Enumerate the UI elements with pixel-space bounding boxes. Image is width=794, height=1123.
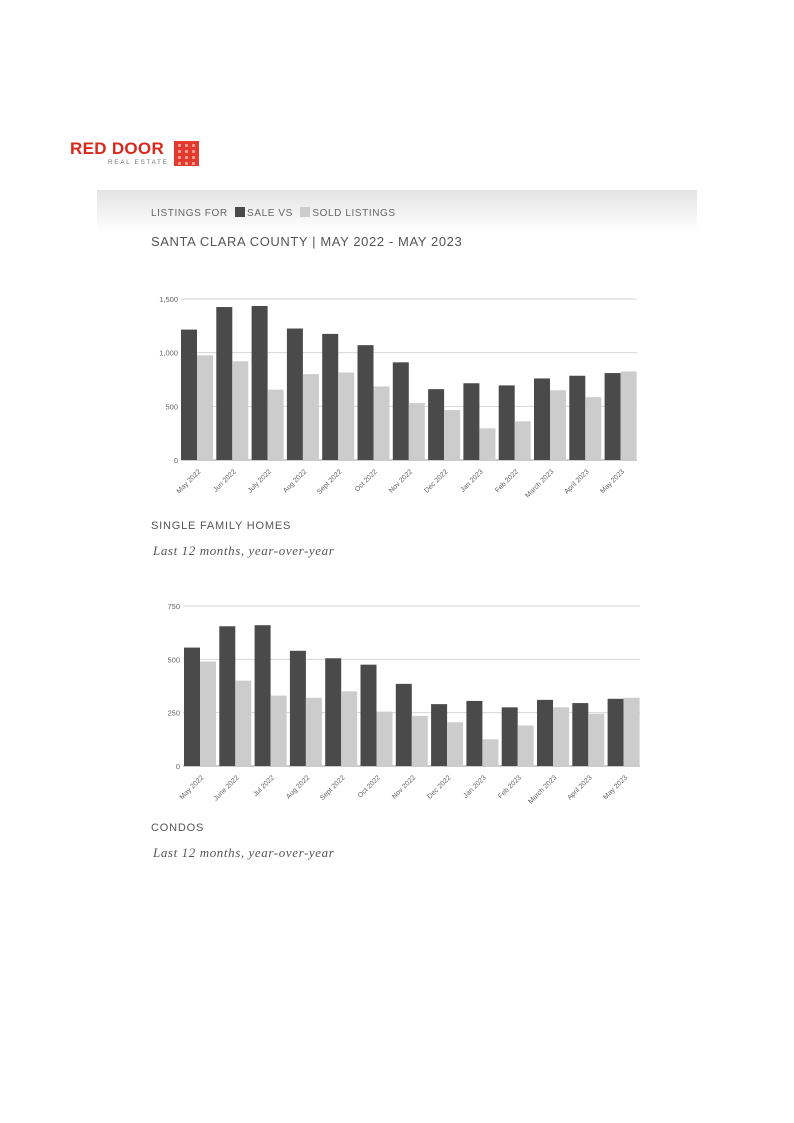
door-logo-icon [174, 141, 199, 166]
sold-bar [303, 374, 319, 460]
x-tick-label: May 2023 [602, 774, 630, 802]
sold-bar [409, 403, 425, 460]
x-tick-label: Sept 2022 [316, 468, 344, 496]
x-tick-label: Feb 2022 [494, 468, 521, 495]
sold-bar [377, 712, 393, 766]
sold-bar [553, 707, 569, 766]
x-tick-label: Jun 2022 [212, 468, 238, 494]
for-sale-bar [502, 707, 518, 766]
legend-prefix: LISTINGS FOR [151, 208, 228, 219]
sold-bar [271, 696, 287, 766]
sold-bar [624, 698, 640, 766]
sold-bar [306, 698, 322, 766]
for-sale-bar [431, 704, 447, 766]
for-sale-bar [252, 306, 268, 460]
x-tick-label: March 2023 [527, 774, 559, 806]
sold-bar [588, 714, 604, 766]
for-sale-bar [499, 385, 515, 460]
x-tick-label: Nov 2022 [391, 774, 418, 801]
for-sale-bar [290, 651, 306, 766]
x-tick-label: Jan 2023 [459, 468, 485, 494]
x-tick-label: Aug 2022 [285, 774, 312, 801]
x-tick-label: Sept 2022 [319, 774, 347, 802]
y-tick-label: 750 [167, 602, 180, 611]
y-tick-label: 250 [167, 708, 180, 718]
for-sale-bar [534, 378, 550, 460]
page-subtitle: SANTA CLARA COUNTY | MAY 2022 - MAY 2023 [151, 234, 463, 249]
y-tick-label: 1,500 [159, 295, 178, 304]
legend-for-sale: SALE VS [247, 208, 293, 219]
for-sale-bar [219, 626, 235, 766]
for-sale-bar [466, 701, 482, 766]
y-tick-label: 500 [167, 655, 180, 665]
for-sale-bar [605, 373, 621, 460]
y-tick-label: 500 [165, 402, 178, 412]
single-family-note: Last 12 months, year-over-year [153, 543, 335, 558]
x-tick-label: April 2023 [566, 774, 594, 802]
x-tick-label: Aug 2022 [282, 468, 309, 495]
sold-swatch [300, 207, 310, 217]
x-tick-label: Jul 2022 [252, 774, 277, 799]
sold-bar [479, 428, 495, 460]
x-tick-label: Jan 2023 [462, 774, 488, 800]
y-tick-label: 1,000 [159, 348, 178, 358]
x-tick-label: July 2022 [246, 468, 274, 495]
brand-subtitle: REAL ESTATE [108, 159, 169, 166]
sold-bar [268, 390, 284, 460]
for-sale-swatch [235, 207, 245, 217]
x-tick-label: March 2023 [524, 468, 556, 500]
for-sale-bar [181, 330, 197, 460]
sold-bar [518, 725, 534, 766]
sold-bar [482, 739, 498, 766]
for-sale-bar [537, 700, 553, 766]
x-tick-label: Dec 2022 [423, 468, 450, 495]
sold-bar [341, 691, 357, 766]
for-sale-bar [569, 376, 585, 460]
sold-bar [197, 355, 213, 460]
x-tick-label: Feb 2023 [497, 774, 524, 801]
sold-bar [338, 373, 354, 460]
for-sale-bar [396, 684, 412, 766]
sold-bar [621, 371, 637, 460]
x-tick-label: June 2022 [212, 774, 241, 803]
for-sale-bar [428, 389, 444, 460]
for-sale-bar [287, 329, 303, 460]
condos-title: CONDOS [151, 822, 205, 834]
x-tick-label: Oct 2022 [356, 774, 382, 800]
sold-bar [444, 410, 460, 460]
condos-chart [0, 597, 794, 812]
x-tick-label: Dec 2022 [426, 774, 453, 801]
sold-bar [550, 390, 566, 460]
chart-legend [151, 207, 396, 219]
for-sale-bar [608, 699, 624, 766]
sold-bar [232, 361, 248, 460]
x-tick-label: April 2023 [563, 468, 591, 496]
brand-name: RED DOOR [70, 139, 165, 158]
sold-bar [515, 421, 531, 460]
for-sale-bar [255, 625, 271, 766]
for-sale-bar [322, 334, 338, 460]
for-sale-bar [184, 648, 200, 766]
for-sale-bar [216, 307, 232, 460]
sold-bar [412, 716, 428, 766]
y-tick-label: 0 [173, 456, 178, 465]
for-sale-bar [361, 665, 377, 766]
x-tick-label: May 2022 [175, 468, 203, 496]
for-sale-bar [325, 658, 341, 766]
sold-bar [447, 722, 463, 766]
for-sale-bar [393, 362, 409, 460]
sold-bar [235, 681, 251, 766]
for-sale-bar [463, 383, 479, 460]
sold-bar [200, 661, 216, 766]
sold-bar [374, 386, 390, 460]
x-tick-label: Nov 2022 [388, 468, 415, 495]
sold-bar [585, 397, 601, 460]
for-sale-bar [358, 345, 374, 460]
x-tick-label: Oct 2022 [353, 468, 379, 494]
condos-note: Last 12 months, year-over-year [153, 845, 335, 860]
single-family-chart [0, 290, 794, 505]
for-sale-bar [572, 703, 588, 766]
x-tick-label: May 2023 [599, 468, 627, 496]
single-family-title: SINGLE FAMILY HOMES [151, 520, 292, 532]
legend-sold: SOLD LISTINGS [312, 208, 396, 219]
y-tick-label: 0 [175, 762, 180, 771]
x-tick-label: May 2022 [178, 774, 206, 802]
